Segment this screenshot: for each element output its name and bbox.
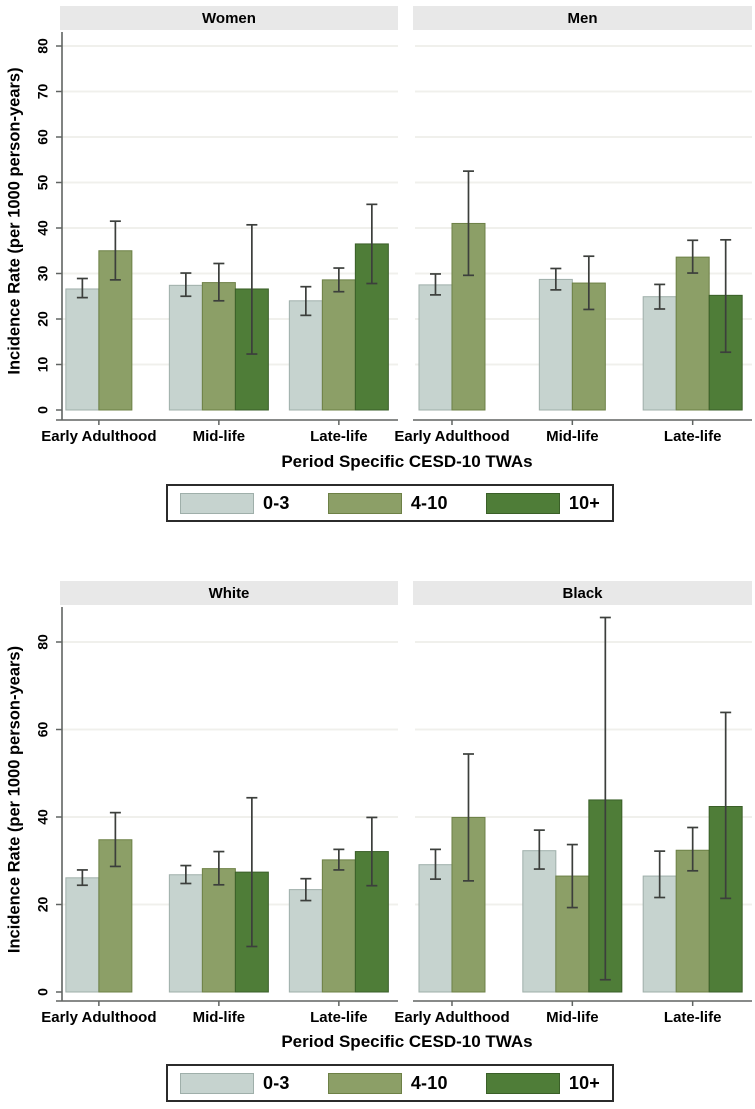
y-tick-label: 80 xyxy=(34,38,51,54)
legend-label-4-10: 4-10 xyxy=(410,1072,448,1093)
legend-item-4-10 xyxy=(328,493,448,514)
panel-title: Black xyxy=(562,585,603,602)
legend-swatch-10plus xyxy=(486,493,560,514)
bar xyxy=(66,878,99,992)
x-tick-label: Late-life xyxy=(310,428,368,445)
bar xyxy=(202,869,235,992)
x-tick-label: Late-life xyxy=(310,1009,368,1026)
x-axis-title: Period Specific CESD-10 TWAs xyxy=(281,452,533,471)
x-tick-label: Mid-life xyxy=(192,428,246,445)
panel-title: Women xyxy=(202,10,256,27)
bar xyxy=(169,875,202,992)
x-axis-title: Period Specific CESD-10 TWAs xyxy=(281,1032,533,1051)
legend-label-0-3: 0-3 xyxy=(263,1072,290,1093)
y-tick-label: 20 xyxy=(34,311,51,327)
x-tick-label: Mid-life xyxy=(546,1009,599,1026)
y-tick-label: 20 xyxy=(34,896,51,913)
legend-label-10plus: 10+ xyxy=(568,492,600,513)
x-tick-label: Early Adulthood xyxy=(394,428,510,445)
y-tick-label: 10 xyxy=(34,356,51,373)
legend-swatch-0-3 xyxy=(180,493,254,514)
x-tick-label: Early Adulthood xyxy=(394,1009,510,1026)
y-tick-label: 60 xyxy=(34,721,51,738)
y-tick-label: 0 xyxy=(34,988,51,996)
bar xyxy=(289,301,322,410)
bar xyxy=(322,860,355,992)
legend-by-sex xyxy=(166,484,614,522)
legend-item-10plus xyxy=(486,493,600,514)
legend-swatch-4-10 xyxy=(328,1073,402,1094)
bar xyxy=(676,257,709,410)
x-tick-label: Late-life xyxy=(663,428,722,445)
legend-label-0-3: 0-3 xyxy=(263,492,290,513)
legend-item-10plus xyxy=(486,1073,600,1094)
bar xyxy=(643,297,676,410)
legend-item-0-3 xyxy=(180,493,290,514)
y-tick-label: 50 xyxy=(34,174,51,191)
y-tick-label: 60 xyxy=(34,129,51,145)
y-axis-title: Incidence Rate (per 1000 person-years) xyxy=(5,645,24,954)
legend-label-4-10: 4-10 xyxy=(410,492,448,513)
x-tick-label: Mid-life xyxy=(546,428,599,445)
legend-by-race xyxy=(166,1064,614,1102)
bar xyxy=(169,285,202,410)
x-tick-label: Early Adulthood xyxy=(41,1009,157,1026)
bar xyxy=(66,289,99,410)
y-tick-label: 40 xyxy=(34,220,51,236)
chart-by-race xyxy=(0,575,755,1053)
bar xyxy=(419,285,452,410)
y-tick-label: 0 xyxy=(34,406,51,414)
legend-swatch-4-10 xyxy=(328,493,402,514)
bar xyxy=(202,283,235,410)
x-tick-label: Early Adulthood xyxy=(41,428,157,445)
bar xyxy=(289,890,322,992)
chart-by-sex xyxy=(0,0,755,478)
y-tick-label: 80 xyxy=(34,634,51,650)
x-tick-label: Late-life xyxy=(663,1009,722,1026)
legend-swatch-0-3 xyxy=(180,1073,254,1094)
legend-swatch-10plus xyxy=(486,1073,560,1094)
y-tick-label: 40 xyxy=(34,809,51,825)
bar xyxy=(523,851,556,992)
bar xyxy=(322,280,355,410)
legend-item-0-3 xyxy=(180,1073,290,1094)
bar xyxy=(539,279,572,410)
bar xyxy=(419,865,452,992)
legend-item-4-10 xyxy=(328,1073,448,1094)
x-tick-label: Mid-life xyxy=(192,1009,246,1026)
y-tick-label: 30 xyxy=(34,265,51,282)
legend-label-10plus: 10+ xyxy=(568,1072,600,1093)
panel-title: White xyxy=(208,585,250,602)
y-tick-label: 70 xyxy=(34,83,51,100)
y-axis-title: Incidence Rate (per 1000 person-years) xyxy=(5,67,24,375)
panel-title: Men xyxy=(567,10,598,27)
